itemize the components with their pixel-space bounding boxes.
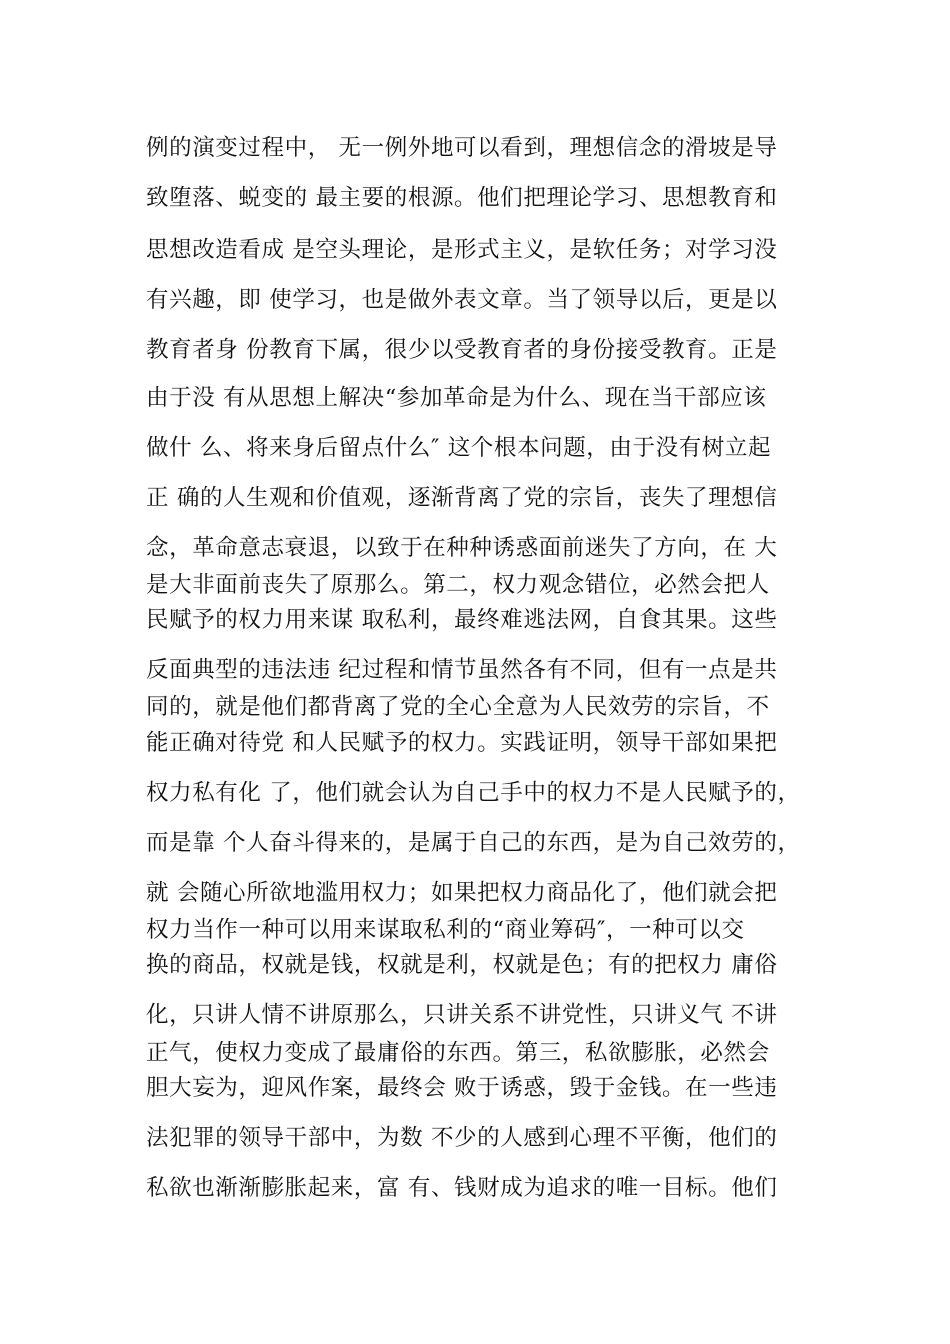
text-line: 有兴趣，即 使学习，也是做外表文章。当了领导以后，更是以: [146, 287, 778, 313]
text-line: 权力当作一种可以用来谋取私利的“商业筹码″，一种可以交: [146, 917, 745, 943]
text-line: 能正确对待党 和人民赋予的权力。实践证明，领导干部如果把: [146, 730, 778, 756]
text-line: 同的，就是他们都背离了党的全心全意为人民效劳的宗旨，不: [146, 694, 770, 720]
text-line: 就 会随心所欲地滥用权力；如果把权力商品化了，他们就会把: [146, 880, 778, 906]
text-line: 胆大妄为，迎风作案，最终会 败于诱惑，毁于金钱。在一些违: [146, 1075, 778, 1101]
text-line: 念，革命意志衰退，以致于在种种诱惑面前迷失了方向，在 大: [146, 535, 778, 561]
text-line: 化，只讲人情不讲原那么，只讲关系不讲党性，只讲义气 不讲: [146, 1002, 778, 1028]
text-line: 权力私有化 了，他们就会认为自己手中的权力不是人民赋予的，: [146, 780, 801, 806]
text-line: 例的演变过程中， 无一例外地可以看到，理想信念的滑坡是导: [146, 135, 778, 161]
text-line: 法犯罪的领导干部中，为数 不少的人感到心理不平衡，他们的: [146, 1125, 778, 1151]
text-line: 正气，使权力变成了最庸俗的东西。第三，私欲膨胀，必然会: [146, 1040, 770, 1066]
text-line: 民赋予的权力用来谋 取私利，最终难逃法网，自食其果。这些: [146, 607, 778, 633]
text-line: 教育者身 份教育下属，很少以受教育者的身份接受教育。正是: [146, 337, 778, 363]
text-line: 反面典型的违法违 纪过程和情节虽然各有不同，但有一点是共: [146, 657, 778, 683]
text-line: 正 确的人生观和价值观，逐渐背离了党的宗旨，丧失了理想信: [146, 485, 778, 511]
text-line: 而是靠 个人奋斗得来的，是属于自己的东西，是为自己效劳的，: [146, 830, 801, 856]
text-line: 致堕落、蜕变的 最主要的根源。他们把理论学习、思想教育和: [146, 185, 778, 211]
text-line: 是大非面前丧失了原那么。第二，权力观念错位，必然会把人: [146, 572, 770, 598]
text-line: 私欲也渐渐膨胀起来，富 有、钱财成为追求的唯一目标。他们: [146, 1175, 778, 1201]
text-line: 思想改造看成 是空头理论，是形式主义，是软任务；对学习没: [146, 237, 778, 263]
text-line: 做什 么、将来身后留点什么″ 这个根本问题，由于没有树立起: [146, 435, 772, 461]
text-line: 换的商品，权就是钱，权就是利，权就是色；有的把权力 庸俗: [146, 952, 778, 978]
text-line: 由于没 有从思想上解决“参加革命是为什么、现在当干部应该: [146, 385, 767, 411]
